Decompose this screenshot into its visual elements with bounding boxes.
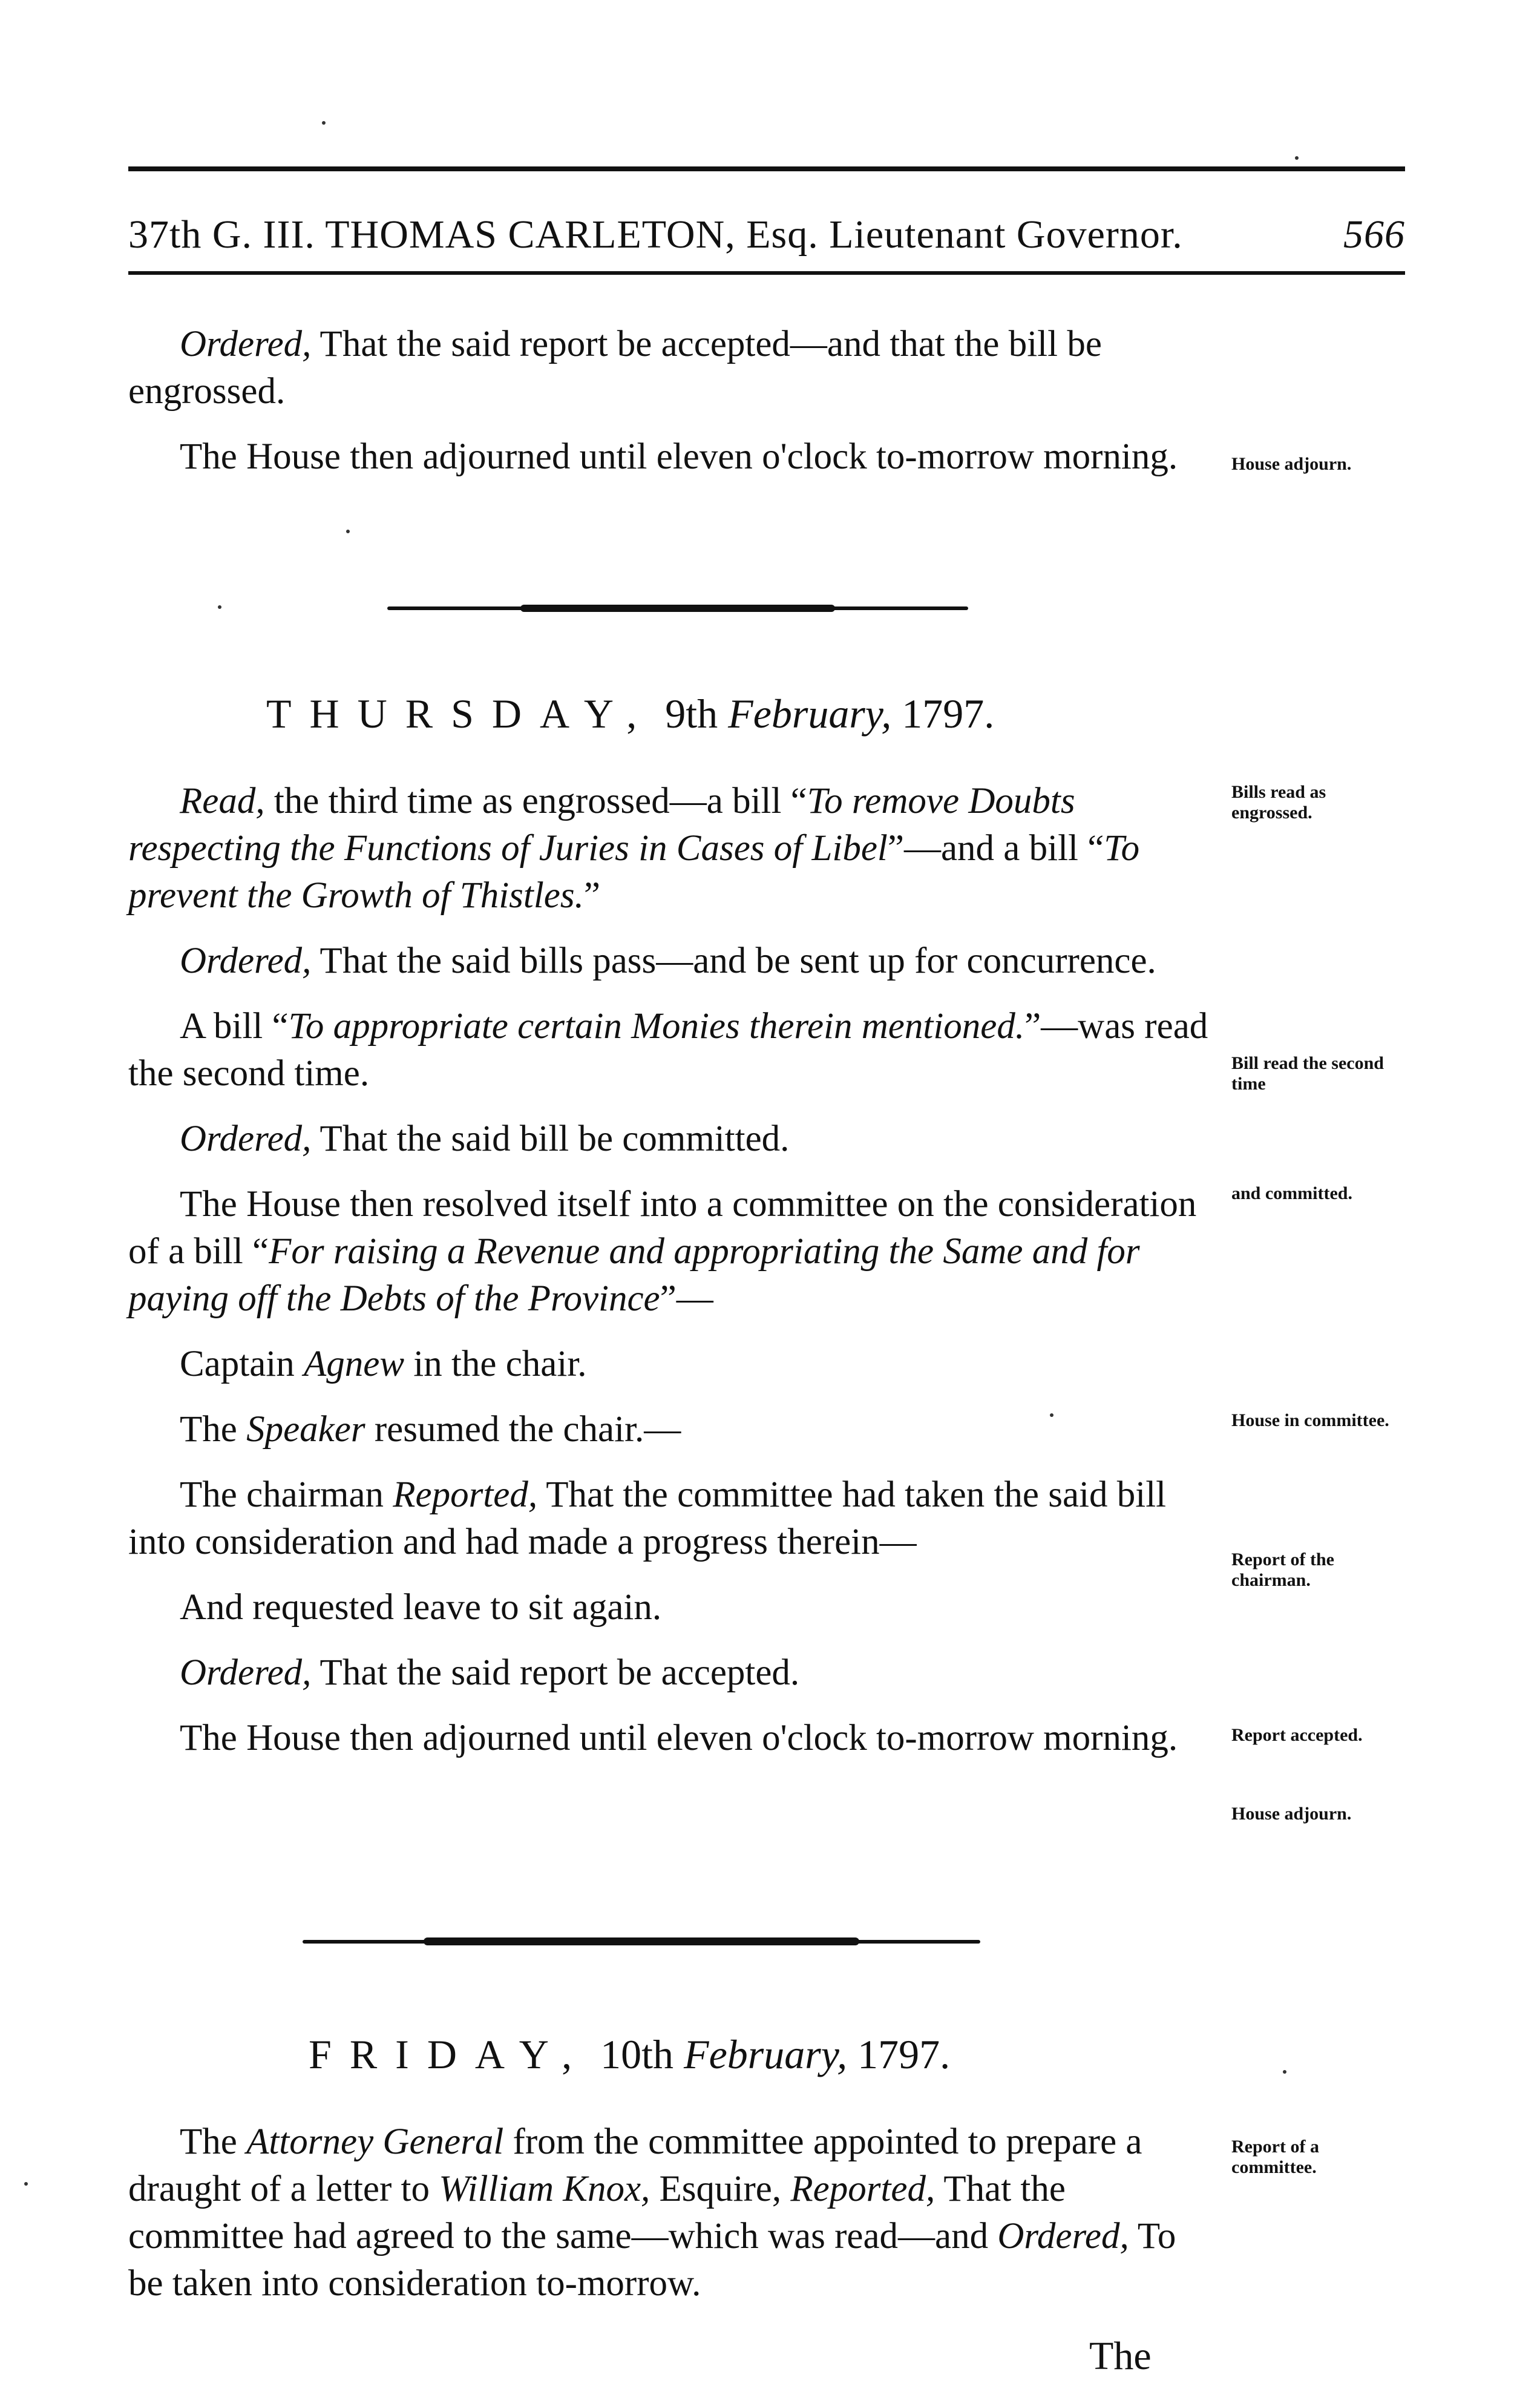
paragraph xyxy=(128,1003,1217,1097)
margin-note: Report of a committee. xyxy=(1231,2137,1319,2177)
reported-label: Reported, xyxy=(393,1474,538,1515)
day-name: FRIDAY, xyxy=(309,2031,591,2077)
margin-note: Bills read as engrossed. xyxy=(1231,782,1326,823)
paragraph-text: The House then adjourned until eleven o'clock to-morrow morning. xyxy=(180,436,1178,477)
friday-heading xyxy=(309,2031,950,2079)
paragraph-text: ”—and a bill “ xyxy=(887,828,1104,869)
paragraph-text: The chairman xyxy=(180,1474,393,1515)
print-speck xyxy=(218,605,221,609)
header-title: 37th G. III. THOMAS CARLETON, Esq. Lieutenant Governor. xyxy=(128,212,1183,257)
paragraph xyxy=(128,433,1217,481)
running-header xyxy=(128,212,1405,258)
ordered-label: Ordered, xyxy=(997,2216,1129,2256)
header-top-rule xyxy=(128,166,1405,171)
margin-note: Report accepted. xyxy=(1231,1725,1363,1745)
paragraph-text: That the said report be accepted. xyxy=(311,1652,800,1693)
member-name: Agnew xyxy=(303,1344,405,1384)
paragraph-text: That the committee had taken the said bill into consideration and had made a progress therein— xyxy=(128,1474,1167,1562)
paragraph-text: The xyxy=(180,1409,247,1450)
paragraph-text: A bill “ xyxy=(180,1006,289,1047)
paragraph-text: in the chair. xyxy=(404,1344,587,1384)
print-speck xyxy=(1295,156,1299,160)
paragraph xyxy=(128,938,1217,985)
paragraph-text: The xyxy=(180,2121,247,2162)
day-name: THURSDAY, xyxy=(266,691,655,737)
paragraph xyxy=(128,1116,1217,1163)
paragraph-text: That the said bill be committed. xyxy=(311,1119,790,1159)
paragraph-text: ”— xyxy=(660,1278,713,1319)
paragraph xyxy=(128,1715,1217,1762)
recipient-name: William Knox, xyxy=(439,2169,650,2209)
paragraph-text: The House then resolved itself into a committee on the consideration of a bill “ xyxy=(128,1184,1197,1272)
margin-note: Report of the chairman. xyxy=(1231,1550,1334,1590)
paragraph-text: That the said report be accepted—and that the bill be engrossed. xyxy=(128,324,1102,412)
member-title: Attorney General xyxy=(246,2121,504,2162)
paragraph xyxy=(128,1649,1217,1697)
paragraph xyxy=(128,1471,1217,1566)
margin-note: House adjourn. xyxy=(1231,454,1352,474)
margin-note: House in committee. xyxy=(1231,1410,1389,1430)
paragraph-text: Captain xyxy=(180,1344,304,1384)
print-speck xyxy=(322,121,326,125)
date-day: 9th xyxy=(655,691,729,737)
paragraph-text: To be taken into consideration to-morrow. xyxy=(128,2216,1176,2304)
page-number: 566 xyxy=(1343,212,1405,257)
ordered-label: Ordered, xyxy=(180,941,312,981)
ordered-label: Ordered, xyxy=(180,324,312,364)
date-month: February, xyxy=(728,691,892,737)
paragraph xyxy=(128,778,1217,919)
paragraph-text: ” xyxy=(583,875,600,916)
header-bottom-rule xyxy=(128,271,1405,275)
date-day: 10th xyxy=(590,2031,684,2077)
thursday-heading xyxy=(266,690,994,738)
bill-title: For raising a Revenue and appropriating the Same and for paying off the Debts of the Province xyxy=(128,1231,1140,1319)
speaker-label: Speaker xyxy=(246,1409,365,1450)
print-speck xyxy=(1050,1413,1053,1417)
paragraph xyxy=(128,1584,1217,1631)
paragraph-text: That the committee had agreed to the same—which was read—and xyxy=(128,2169,1066,2256)
paragraph-text: Esquire, xyxy=(650,2169,791,2209)
date-year: 1797. xyxy=(891,691,995,737)
paragraph-text: resumed the chair.— xyxy=(365,1409,681,1450)
catchword: The xyxy=(1089,2334,1152,2378)
ordered-label: Ordered, xyxy=(180,1652,312,1693)
paragraph-text: the third time as engrossed—a bill “ xyxy=(264,781,807,821)
paragraph-text: from the committee appointed to prepare a draught of a letter to xyxy=(128,2121,1142,2209)
print-speck xyxy=(24,2182,28,2186)
reported-label: Reported, xyxy=(790,2169,935,2209)
print-speck xyxy=(1283,2070,1286,2074)
section-divider-thick xyxy=(520,605,835,612)
ordered-label: Ordered, xyxy=(180,1119,312,1159)
read-label: Read, xyxy=(180,781,265,821)
bill-title: To prevent the Growth of Thistles. xyxy=(128,828,1140,916)
paragraph xyxy=(128,2118,1217,2307)
top-section xyxy=(128,321,1217,481)
bill-title: To remove Doubts respecting the Functions of Juries in Cases of Libel xyxy=(128,781,1075,869)
date-month: February, xyxy=(684,2031,848,2077)
friday-section xyxy=(128,2118,1217,2307)
margin-note: and committed. xyxy=(1231,1183,1352,1203)
print-speck xyxy=(346,530,350,533)
paragraph-text: ”—was read the second time. xyxy=(128,1006,1208,1094)
date-year: 1797. xyxy=(847,2031,951,2077)
paragraph xyxy=(128,321,1217,415)
margin-note: Bill read the second time xyxy=(1231,1053,1384,1094)
thursday-section xyxy=(128,778,1217,1762)
paragraph xyxy=(128,1406,1217,1453)
paragraph xyxy=(128,1181,1217,1323)
paragraph xyxy=(128,1341,1217,1388)
margin-note: House adjourn. xyxy=(1231,1804,1352,1824)
paragraph-text: The House then adjourned until eleven o'clock to-morrow morning. xyxy=(180,1718,1178,1758)
paragraph-text: That the said bills pass—and be sent up for concurrence. xyxy=(311,941,1156,981)
bill-title: To appropriate certain Monies therein mentioned. xyxy=(288,1006,1025,1047)
section-divider-thick xyxy=(424,1937,859,1945)
paragraph-text: And requested leave to sit again. xyxy=(180,1587,662,1628)
